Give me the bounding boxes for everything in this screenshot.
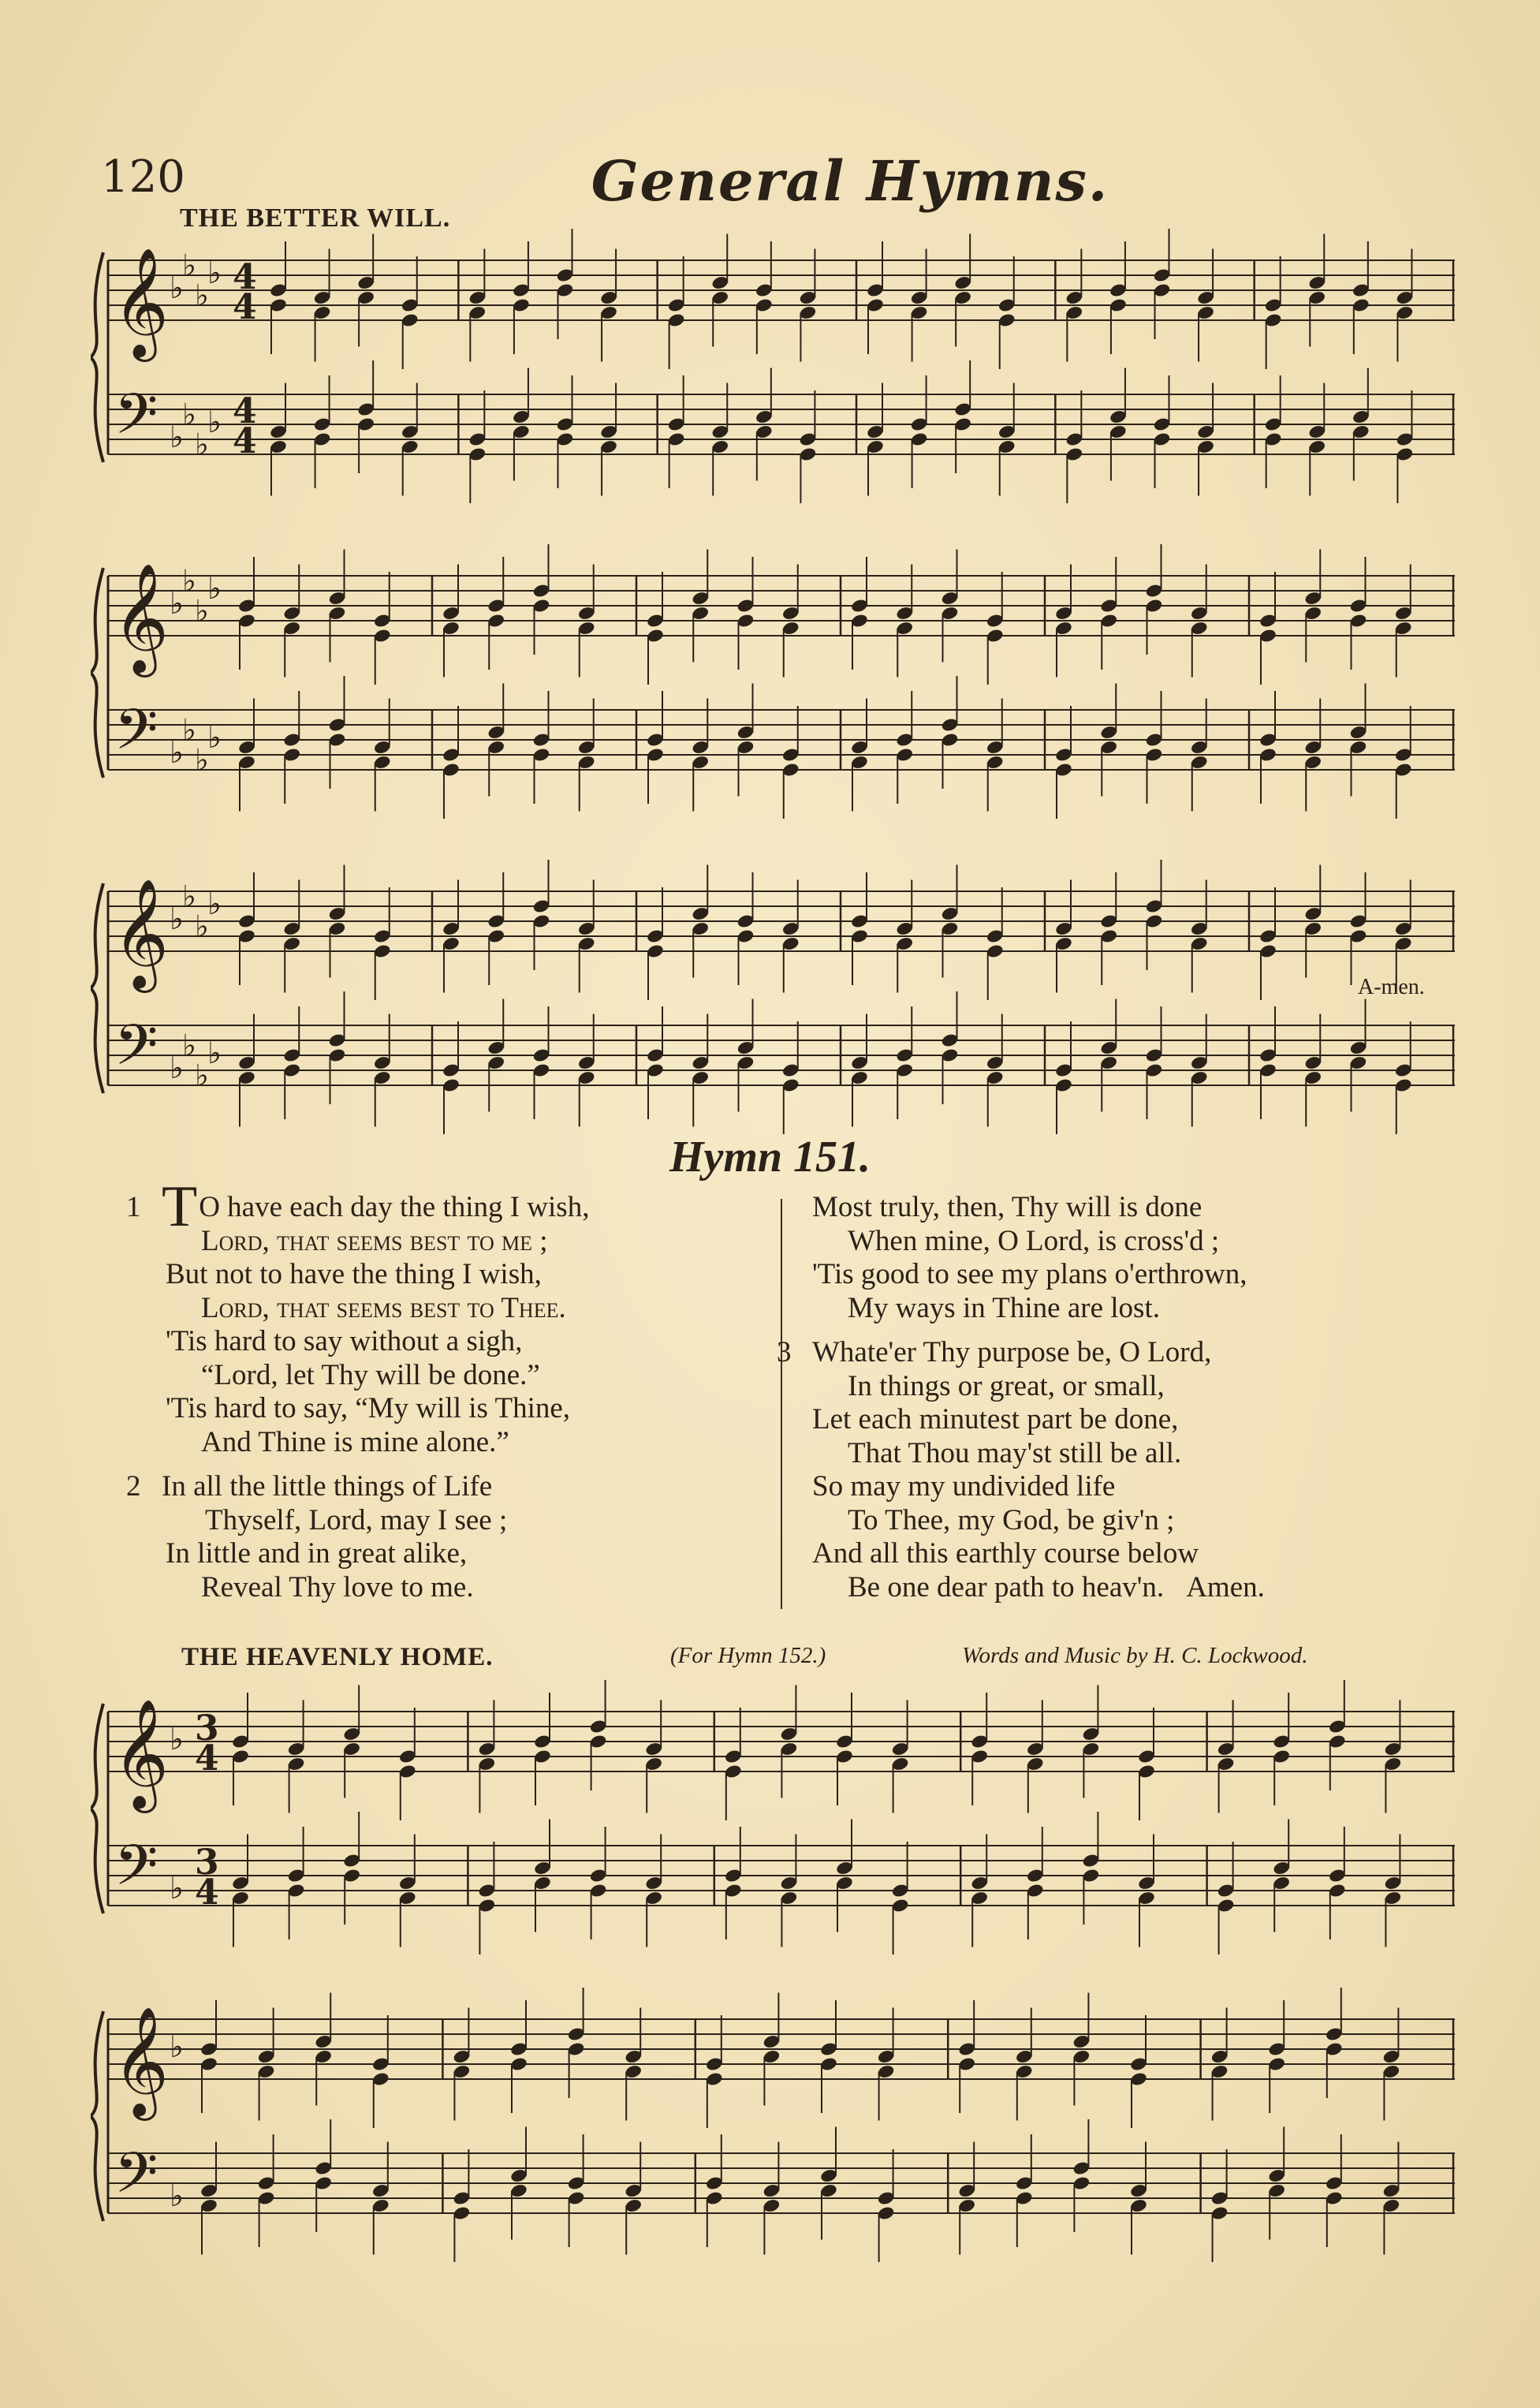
time-signature-bottom: 4 xyxy=(233,421,257,461)
brace xyxy=(91,1704,103,1913)
verse-line: And Thine is mine alone.” xyxy=(201,1425,509,1458)
music-system-5 xyxy=(91,1988,1471,2303)
flat-sign: ♭ xyxy=(195,1058,209,1093)
flat-sign: ♭ xyxy=(170,586,184,621)
flat-sign: ♭ xyxy=(170,2178,184,2213)
brace xyxy=(91,2011,103,2221)
verse-line: But not to have the thing I wish, xyxy=(166,1258,542,1290)
treble-clef: 𝄞 xyxy=(113,2007,169,2116)
verse-column-right xyxy=(777,1191,1459,1604)
flat-sign: ♭ xyxy=(170,1722,184,1757)
brace xyxy=(91,883,103,1093)
music-system-2 xyxy=(91,544,1471,844)
verse-line: My ways in Thine are lost. xyxy=(848,1291,1160,1324)
flat-sign: ♭ xyxy=(170,902,184,936)
time-signature-top: 4 xyxy=(195,1738,219,1779)
verse-line: That Thou may'st still be all. xyxy=(848,1436,1182,1469)
flat-sign: ♭ xyxy=(195,742,209,778)
flat-sign: ♭ xyxy=(207,887,222,921)
flat-sign: ♭ xyxy=(207,571,222,606)
flat-sign: ♭ xyxy=(195,593,209,629)
hymn-verses xyxy=(126,1174,1451,1603)
flat-sign: ♭ xyxy=(207,256,222,290)
treble-clef: 𝄞 xyxy=(113,879,169,988)
drop-cap: T xyxy=(162,1174,198,1239)
brace xyxy=(91,568,103,778)
bass-clef: 𝄢 xyxy=(114,2141,158,2219)
verse-line: 'Tis hard to say without a sigh, xyxy=(166,1325,523,1357)
verse-text: In all the little things of Life xyxy=(162,1470,493,1503)
flat-sign: ♭ xyxy=(207,405,222,439)
verse-line xyxy=(777,1336,1459,1370)
verse-text: O have each day the thing I wish, xyxy=(199,1191,590,1223)
verse-line xyxy=(126,1174,773,1239)
music-system-3 xyxy=(91,860,1471,1152)
treble-clef: 𝄞 xyxy=(113,563,169,673)
verse-text: Be one dear path to heav'n. xyxy=(848,1570,1165,1603)
music-system-1 xyxy=(91,229,1471,528)
flat-sign: ♭ xyxy=(170,420,184,454)
verse-line: 'Tis hard to say, “My will is Thine, xyxy=(166,1392,571,1424)
time-signature-top: 4 xyxy=(233,257,257,297)
verse-line: In little and in great alike, xyxy=(166,1537,468,1570)
flat-sign: ♭ xyxy=(182,397,196,432)
verse-line: Thyself, Lord, may I see ; xyxy=(205,1503,508,1536)
flat-sign: ♭ xyxy=(182,248,196,283)
verse-line: So may my undivided life xyxy=(812,1470,1116,1503)
verse-column-left xyxy=(126,1174,773,1604)
for-hymn-note: (For Hymn 152.) xyxy=(670,1643,826,1668)
hymn-number-heading: Hymn 151. xyxy=(669,1133,871,1182)
verse-line: To Thee, my God, be giv'n ; xyxy=(848,1503,1175,1536)
treble-clef: 𝄞 xyxy=(113,1699,169,1809)
tune-title-better-will: THE BETTER WILL. xyxy=(180,203,451,233)
flat-sign: ♭ xyxy=(207,720,222,755)
verse-line: Let each minutest part be done, xyxy=(812,1403,1179,1435)
treble-clef: 𝄞 xyxy=(113,248,169,357)
flat-sign: ♭ xyxy=(182,879,196,914)
verse-line: Most truly, then, Thy will is done xyxy=(812,1191,1203,1223)
flat-sign: ♭ xyxy=(182,712,196,748)
time-signature-bottom: 4 xyxy=(195,1872,219,1913)
verse-line: “Lord, let Thy will be done.” xyxy=(201,1358,540,1391)
flat-sign: ♭ xyxy=(195,909,209,944)
flat-sign: ♭ xyxy=(170,271,184,305)
time-signature-top: 3 xyxy=(195,1708,219,1749)
flat-sign: ♭ xyxy=(195,278,209,313)
bass-clef: 𝄢 xyxy=(114,1013,158,1092)
running-title: General Hymns. xyxy=(591,148,1109,214)
flat-sign: ♭ xyxy=(170,735,184,770)
tune-credit-line xyxy=(181,1643,1443,1674)
verse-line: And all this earthly course below xyxy=(812,1537,1199,1570)
verse-line: In things or great, or small, xyxy=(848,1369,1165,1402)
column-divider xyxy=(781,1199,782,1609)
page-number: 120 xyxy=(101,151,185,203)
brace xyxy=(91,252,103,462)
amen-text: Amen. xyxy=(1186,1570,1265,1603)
music-system-4 xyxy=(91,1680,1471,1980)
flat-sign: ♭ xyxy=(207,1036,222,1070)
flat-sign: ♭ xyxy=(170,1051,184,1085)
verse-line: Lord, that seems best to Thee. xyxy=(201,1291,566,1324)
bass-clef: 𝄢 xyxy=(114,1833,158,1912)
bass-clef: 𝄢 xyxy=(114,697,158,776)
amen-label: A-men. xyxy=(1358,975,1425,999)
verse-line xyxy=(126,1470,773,1504)
verse-line: 'Tis good to see my plans o'erthrown, xyxy=(812,1258,1247,1290)
flat-sign: ♭ xyxy=(170,2029,184,2064)
verse-number: 1 xyxy=(126,1191,141,1223)
time-signature-top: 4 xyxy=(233,287,257,327)
flat-sign: ♭ xyxy=(170,1871,184,1906)
composer-credit: Words and Music by H. C. Lockwood. xyxy=(962,1643,1308,1668)
flat-sign: ♭ xyxy=(195,427,209,462)
verse-number: 2 xyxy=(126,1470,141,1503)
verse-line: When mine, O Lord, is cross'd ; xyxy=(848,1224,1220,1257)
time-signature-bottom: 4 xyxy=(233,391,257,431)
verse-line: Lord, that seems best to me ; xyxy=(201,1224,548,1257)
bass-clef: 𝄢 xyxy=(114,382,158,461)
flat-sign: ♭ xyxy=(182,1028,196,1063)
flat-sign: ♭ xyxy=(182,563,196,599)
verse-line: Reveal Thy love to me. xyxy=(201,1570,474,1603)
verse-number: 3 xyxy=(777,1336,792,1368)
time-signature-bottom: 3 xyxy=(195,1842,219,1883)
verse-text: Whate'er Thy purpose be, O Lord, xyxy=(812,1336,1212,1368)
verse-line xyxy=(812,1571,1459,1605)
tune-title-heavenly-home: THE HEAVENLY HOME. xyxy=(181,1643,494,1671)
